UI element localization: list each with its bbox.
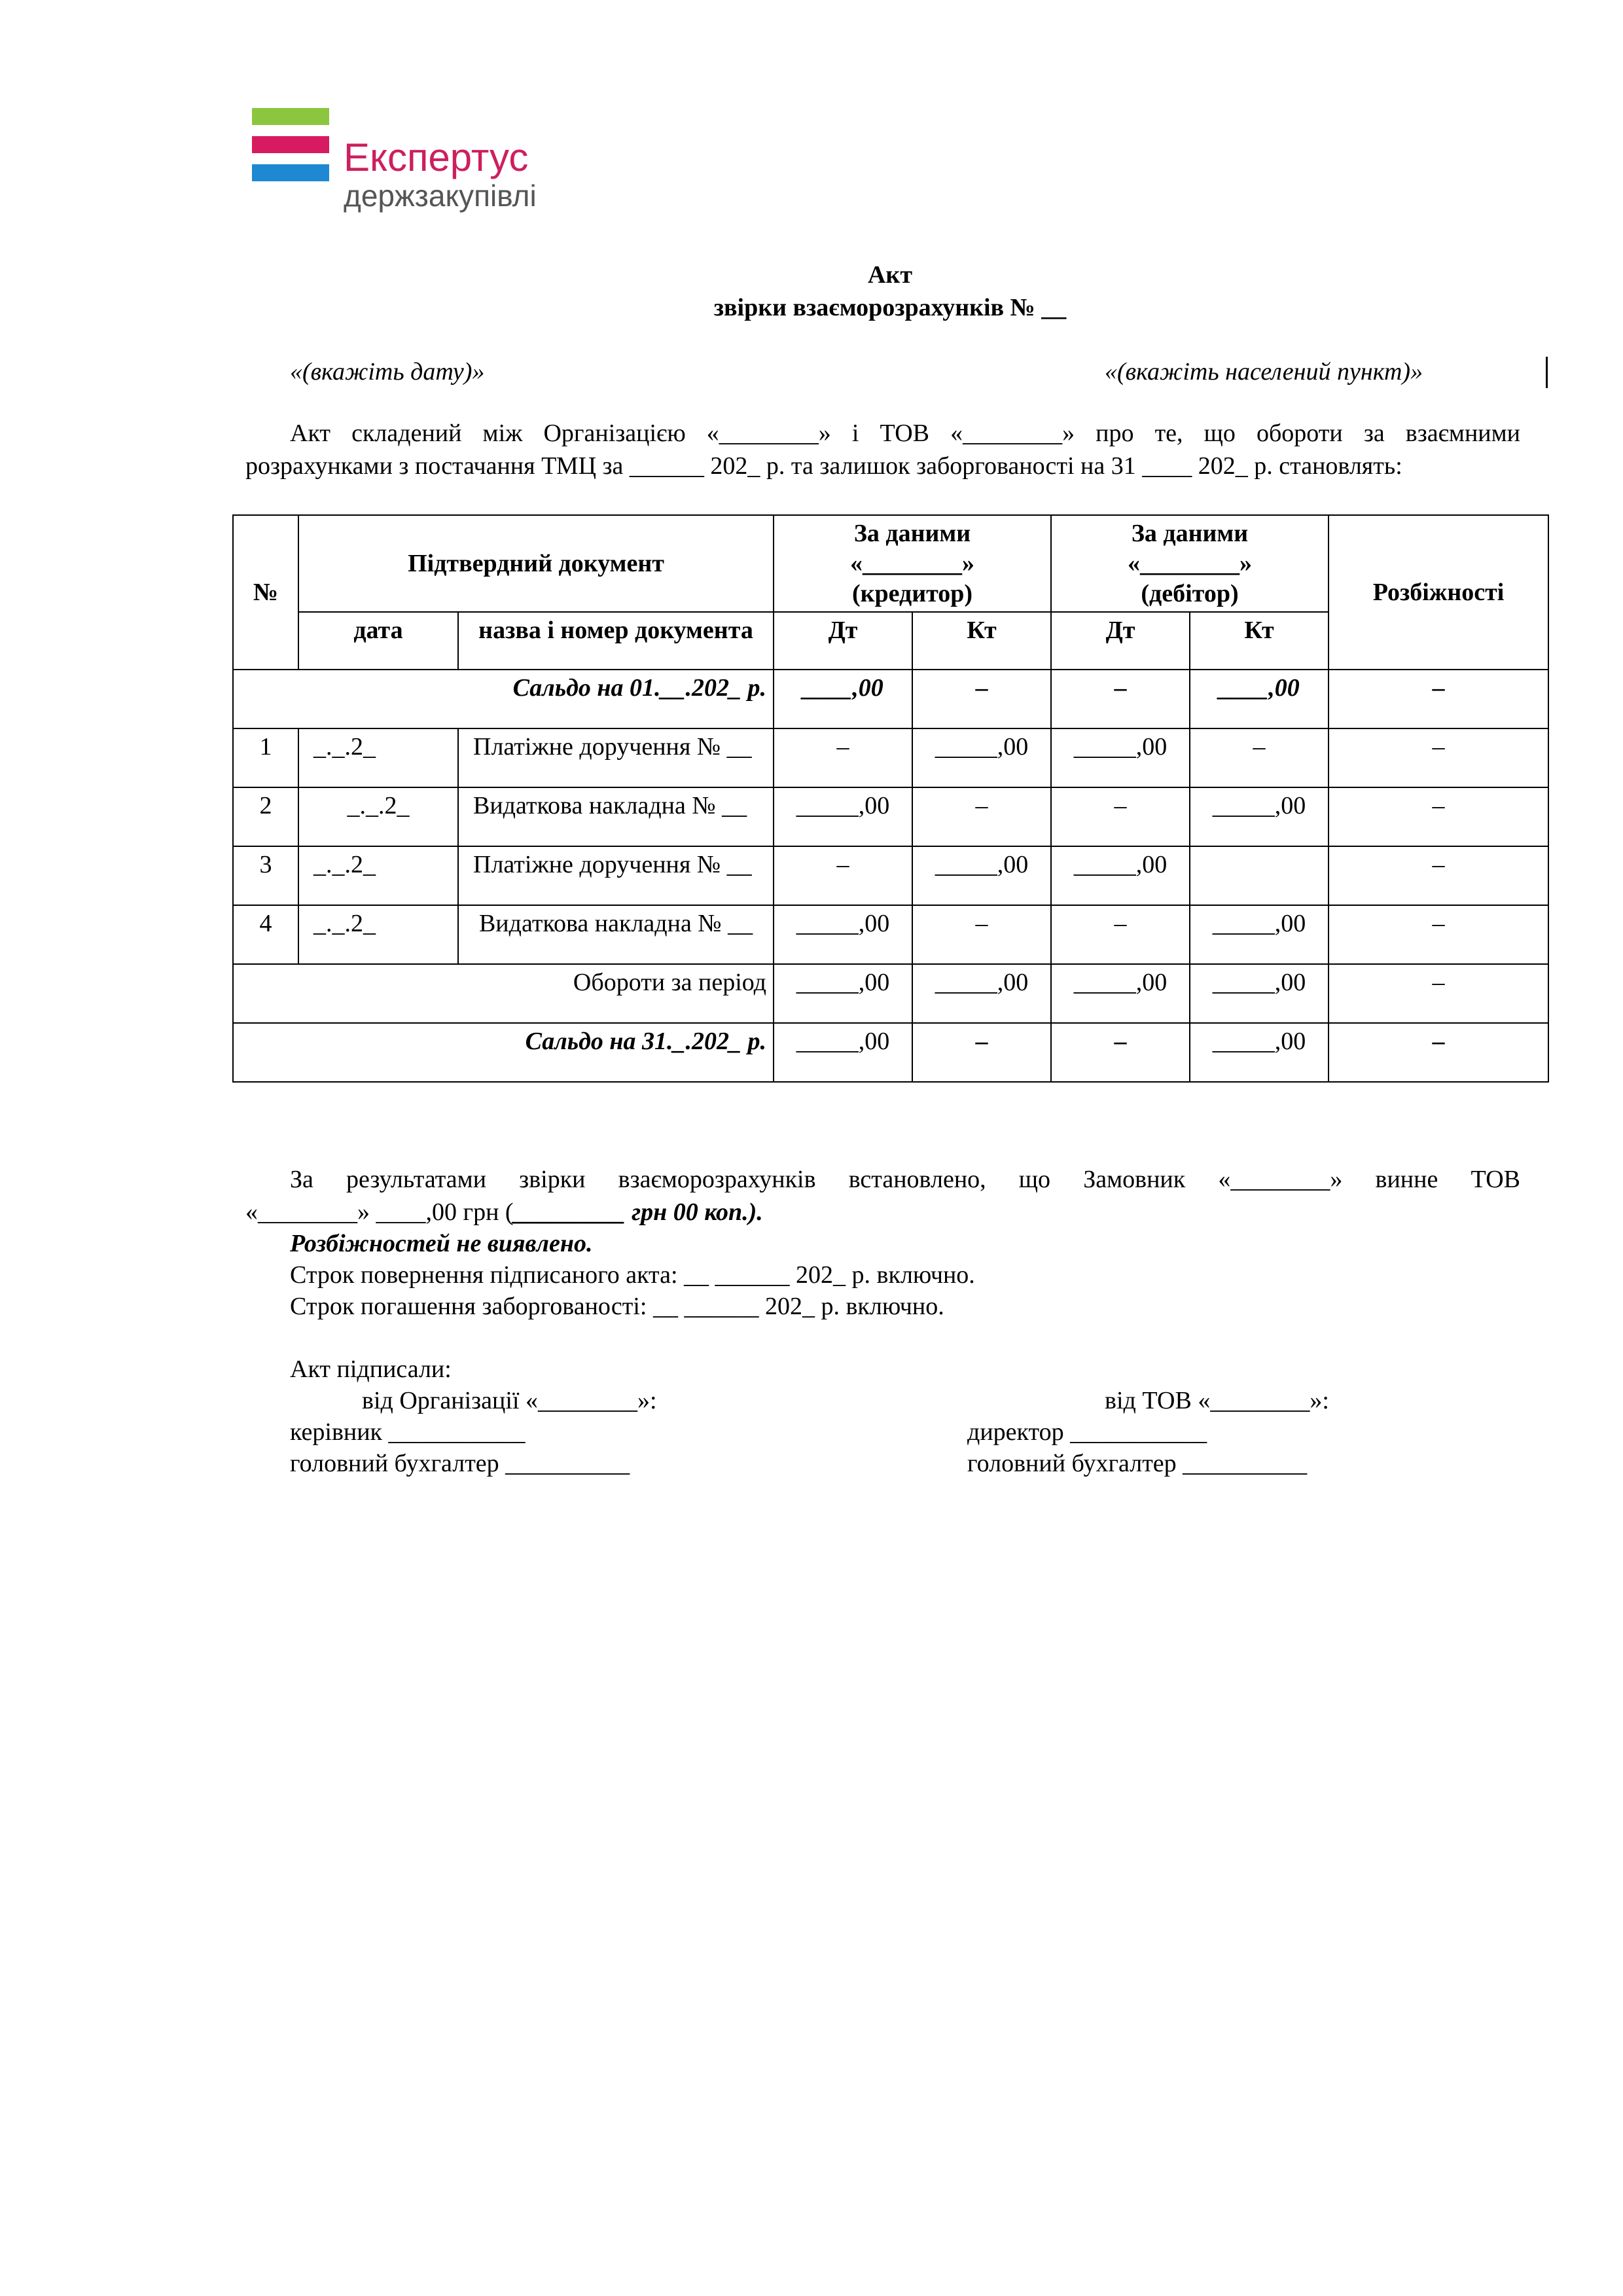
doc-title: Акт bbox=[867, 261, 912, 289]
header-date: дата bbox=[298, 612, 458, 670]
no-differences: Розбіжностей не виявлено. bbox=[290, 1230, 593, 1257]
place-placeholder: «(вкажіть населений пункт)» bbox=[1105, 358, 1423, 386]
closing-debtor-kt: _____,00 bbox=[1190, 1023, 1329, 1082]
intro-line-2: розрахунками з постачання ТМЦ за ______ 202_ р. та залишок заборгованості на 31 ____ 202_ р. становлять: bbox=[245, 452, 1402, 480]
header-no: № bbox=[233, 515, 298, 670]
result-line-2 bbox=[245, 1196, 763, 1228]
opening-diff: – bbox=[1329, 670, 1548, 728]
row-creditor-kt: _____,00 bbox=[912, 728, 1051, 787]
closing-debtor-dt: – bbox=[1051, 1023, 1190, 1082]
closing-creditor-kt: – bbox=[912, 1023, 1051, 1082]
table-row bbox=[233, 846, 1548, 905]
row-creditor-kt: – bbox=[912, 905, 1051, 964]
row-debtor-kt: – bbox=[1190, 728, 1329, 787]
tov-signer-heading: від ТОВ «________»: bbox=[1105, 1387, 1329, 1414]
turnover-label: Обороти за період bbox=[233, 964, 774, 1023]
org-accountant-signature: головний бухгалтер __________ bbox=[290, 1450, 630, 1477]
logo-blue-bar bbox=[252, 164, 329, 181]
row-no: 3 bbox=[233, 846, 298, 905]
row-debtor-kt bbox=[1190, 846, 1329, 905]
header-debtor-dt: Дт bbox=[1051, 612, 1190, 670]
header-debtor-line1: За даними bbox=[1131, 520, 1249, 547]
closing-label: Сальдо на 31._.202_ р. bbox=[233, 1023, 774, 1082]
turnover-debtor-kt: _____,00 bbox=[1190, 964, 1329, 1023]
row-diff: – bbox=[1329, 787, 1548, 846]
tov-accountant-signature: головний бухгалтер __________ bbox=[967, 1450, 1308, 1477]
row-doc: Видаткова накладна № __ bbox=[458, 905, 774, 964]
signed-heading: Акт підписали: bbox=[290, 1355, 452, 1383]
turnover-debtor-dt: _____,00 bbox=[1051, 964, 1190, 1023]
turnover-diff: – bbox=[1329, 964, 1548, 1023]
row-doc: Платіжне доручення № __ bbox=[458, 728, 774, 787]
closing-diff: – bbox=[1329, 1023, 1548, 1082]
row-debtor-dt: _____,00 bbox=[1051, 846, 1190, 905]
header-creditor-dt: Дт bbox=[774, 612, 912, 670]
logo-pink-bar bbox=[252, 136, 329, 153]
row-debtor-kt: _____,00 bbox=[1190, 787, 1329, 846]
opening-label: Сальдо на 01.__.202_ р. bbox=[233, 670, 774, 728]
table-row bbox=[233, 905, 1548, 964]
row-doc: Платіжне доручення № __ bbox=[458, 846, 774, 905]
debt-term: Строк погашення заборгованості: __ ______ 202_ р. включно. bbox=[290, 1293, 944, 1320]
result-amount: «________» ____,00 грн ( bbox=[245, 1198, 514, 1226]
header-creditor-line3: (кредитор) bbox=[851, 580, 973, 607]
doc-subtitle: звірки взаєморозрахунків № __ bbox=[713, 294, 1067, 321]
table-row-opening bbox=[233, 670, 1548, 728]
header-debtor-kt: Кт bbox=[1190, 612, 1329, 670]
logo-green-bar bbox=[252, 108, 329, 125]
row-creditor-dt: _____,00 bbox=[774, 905, 912, 964]
header-differences: Розбіжності bbox=[1329, 515, 1548, 670]
row-debtor-dt: _____,00 bbox=[1051, 728, 1190, 787]
opening-debtor-dt: – bbox=[1051, 670, 1190, 728]
return-term: Строк повернення підписаного акта: __ ______ 202_ р. включно. bbox=[290, 1261, 975, 1289]
org-signer-heading: від Організації «________»: bbox=[362, 1387, 657, 1414]
row-creditor-dt: – bbox=[774, 728, 912, 787]
row-creditor-kt: – bbox=[912, 787, 1051, 846]
logo-subtitle: держзакупівлі bbox=[344, 179, 537, 213]
row-diff: – bbox=[1329, 728, 1548, 787]
tov-head-signature: директор ___________ bbox=[967, 1418, 1207, 1446]
closing-creditor-dt: _____,00 bbox=[774, 1023, 912, 1082]
date-placeholder: «(вкажіть дату)» bbox=[290, 358, 485, 386]
row-creditor-dt: – bbox=[774, 846, 912, 905]
header-creditor-line1: За даними bbox=[853, 520, 971, 547]
row-debtor-dt: – bbox=[1051, 787, 1190, 846]
org-head-signature: керівник ___________ bbox=[290, 1418, 526, 1446]
header-debtor-line2: «________» bbox=[1128, 550, 1253, 577]
result-amount-words: _________ грн 00 коп.). bbox=[513, 1198, 763, 1226]
result-line-1: За результатами звірки взаєморозрахунків встановлено, що Замовник «________» винне ТОВ bbox=[290, 1166, 1520, 1193]
table-row bbox=[233, 787, 1548, 846]
table-row-turnover bbox=[233, 964, 1548, 1023]
opening-creditor-kt: – bbox=[912, 670, 1051, 728]
intro-line-1: Акт складений між Організацією «________» і ТОВ «________» про те, що обороти за взаємними bbox=[290, 420, 1520, 447]
header-creditor bbox=[774, 515, 1051, 612]
row-no: 4 bbox=[233, 905, 298, 964]
row-date: _._.2_ bbox=[298, 846, 458, 905]
table-row bbox=[233, 728, 1548, 787]
turnover-creditor-kt: _____,00 bbox=[912, 964, 1051, 1023]
row-diff: – bbox=[1329, 846, 1548, 905]
header-debtor bbox=[1051, 515, 1329, 612]
row-date: _._.2_ bbox=[298, 787, 458, 846]
row-no: 1 bbox=[233, 728, 298, 787]
reconciliation-table bbox=[232, 514, 1549, 1083]
table-row-closing bbox=[233, 1023, 1548, 1082]
row-date: _._.2_ bbox=[298, 728, 458, 787]
text-cursor bbox=[1546, 357, 1548, 388]
turnover-creditor-dt: _____,00 bbox=[774, 964, 912, 1023]
header-creditor-line2: «________» bbox=[850, 550, 975, 577]
row-diff: – bbox=[1329, 905, 1548, 964]
opening-creditor-dt: ____,00 bbox=[774, 670, 912, 728]
row-debtor-dt: – bbox=[1051, 905, 1190, 964]
row-no: 2 bbox=[233, 787, 298, 846]
row-doc: Видаткова накладна № __ bbox=[458, 787, 774, 846]
row-date: _._.2_ bbox=[298, 905, 458, 964]
row-creditor-dt: _____,00 bbox=[774, 787, 912, 846]
row-debtor-kt: _____,00 bbox=[1190, 905, 1329, 964]
row-creditor-kt: _____,00 bbox=[912, 846, 1051, 905]
header-document: Підтвердний документ bbox=[298, 515, 774, 612]
opening-debtor-kt: ____,00 bbox=[1190, 670, 1329, 728]
logo-brand: Експертус bbox=[344, 135, 529, 179]
header-creditor-kt: Кт bbox=[912, 612, 1051, 670]
header-doc-name: назва і номер документа bbox=[458, 612, 774, 670]
header-debtor-line3: (дебітор) bbox=[1141, 580, 1239, 607]
